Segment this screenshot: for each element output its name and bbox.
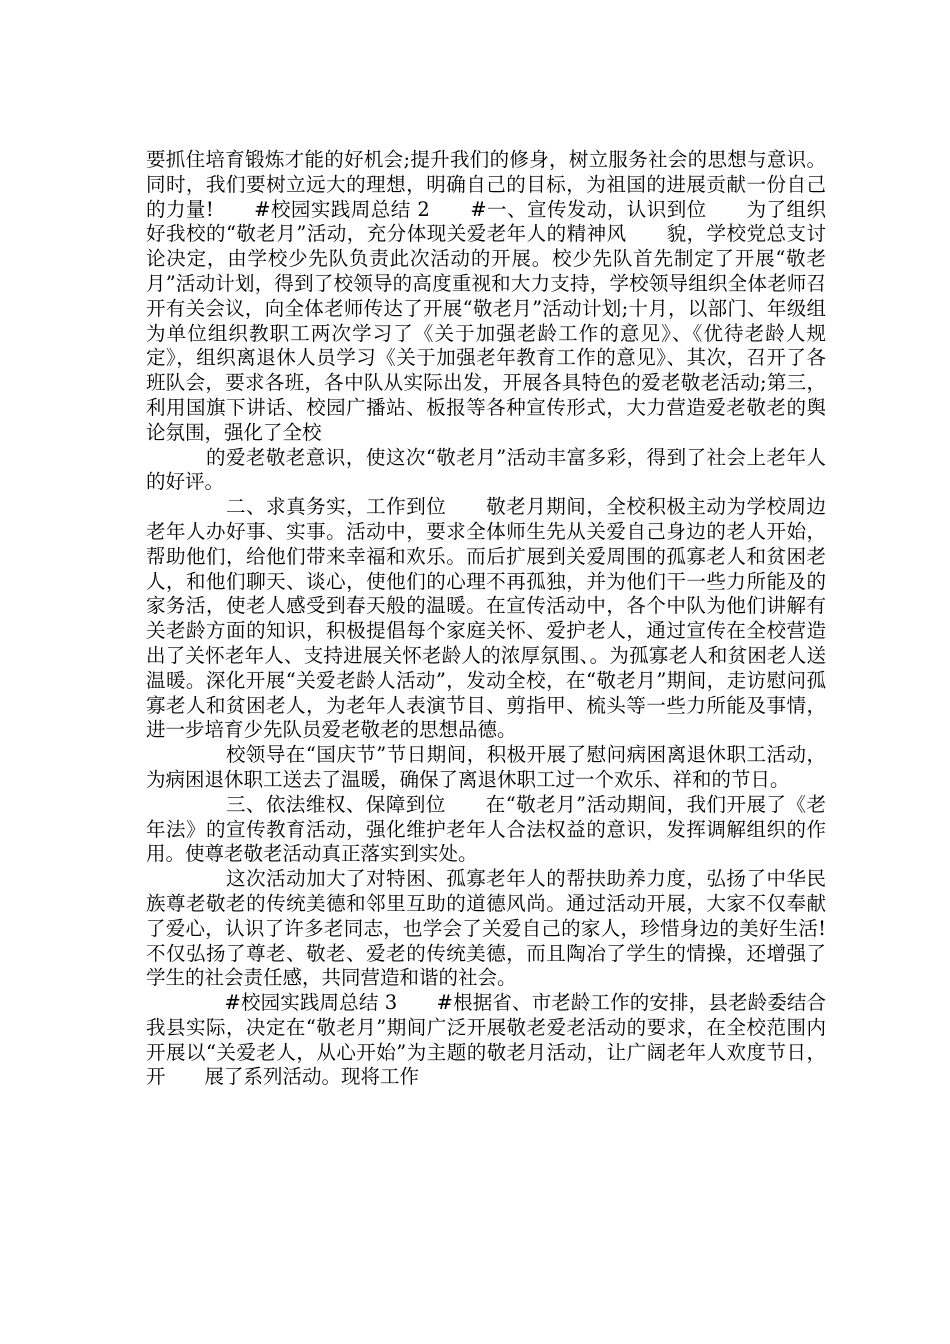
document-body xyxy=(146,148,826,1090)
paragraph-4: 校领导在“国庆节”节日期间，积极开展了慰问病困离退休职工活动，为病困退休职工送去了温暖，确保了离退休职工过一个欢乐、祥和的节日。 xyxy=(146,743,826,791)
paragraph-1: 要抓住培育锻炼才能的好机会;提升我们的修身，树立服务社会的思想与意识。同时，我们要树立远大的理想，明确自己的目标，为祖国的进展贡献一份自己的力量! #校园实践周总结 2 #一、宣传发动，认识到位 为了组织好我校的“敬老月”活动，充分体现关爱老年人的精神风 貌，学校党总支讨论决定，由学校少先队负责此次活动的开展。校少先队首先制定了开展“敬老月”活动计划，得到了校领导的高度重视和大力支持，学校领导组织全体老师召开有关会议，向全体老师传达了开展“敬老月”活动计划;十月，以部门、年级组为单位组织教职工两次学习了《关于加强老龄工作的意见》、《优待老龄人规定》，组织离退休人员学习《关于加强老年教育工作的意见》、其次，召开了各班队会，要求各班，各中队从实际出发，开展各具特色的爱老敬老活动;第三，利用国旗下讲话、校园广播站、板报等各种宣传形式，大力营造爱老敬老的舆论氛围，强化了全校 xyxy=(146,148,826,444)
paragraph-5: 三、依法维权、保障到位 在“敬老月”活动期间，我们开展了《老年法》的宣传教育活动，强化维护老年人合法权益的意识，发挥调解组织的作用。使尊老敬老活动真正落实到实处。 xyxy=(146,792,826,866)
paragraph-2: 的爱老敬老意识，使这次“敬老月”活动丰富多彩，得到了社会上老年人的好评。 xyxy=(146,445,826,494)
paragraph-6: 这次活动加大了对特困、孤寡老年人的帮扶助养力度，弘扬了中华民族尊老敬老的传统美德和邻里互助的道德风尚。通过活动开展，大家不仅奉献了爱心，认识了许多老同志，也学会了关爱自己的家人，珍惜身边的美好生活!不仅弘扬了尊老、敬老、爱老的传统美德，而且陶冶了学生的情操，还增强了学生的社会责任感，共同营造和谐的社会。 xyxy=(146,867,826,990)
paragraph-7: #校园实践周总结 3 #根据省、市老龄工作的安排，县老龄委结合我县实际，决定在“敬老月”期间广泛开展敬老爱老活动的要求，在全校范围内开展以“关爱老人，从心开始”为主题的敬老月活动，让广阔老年人欢度节日，开 展了系列活动。现将工作 xyxy=(146,991,826,1089)
paragraph-3: 二、求真务实，工作到位 敬老月期间，全校积极主动为学校周边老年人办好事、实事。活动中，要求全体师生先从关爱自己身边的老人开始，帮助他们，给他们带来幸福和欢乐。而后扩展到关爱周围的孤寡老人和贫困老人，和他们聊天、谈心，使他们的心理不再孤独，并为他们干一些力所能及的家务活，使老人感受到春天般的温暖。在宣传活动中，各个中队为他们讲解有关老龄方面的知识，积极提倡每个家庭关怀、爱护老人，通过宣传在全校营造出了关怀老年人、支持进展关怀老龄人的浓厚氛围、。为孤寡老人和贫困老人送温暖。深化开展“关爱老龄人活动”，发动全校，在“敬老月”期间，走访慰问孤寡老人和贫困老人，为老年人表演节目、剪指甲、梳头等一些力所能及事情，进一步培育少先队员爱老敬老的思想品德。 xyxy=(146,495,826,742)
